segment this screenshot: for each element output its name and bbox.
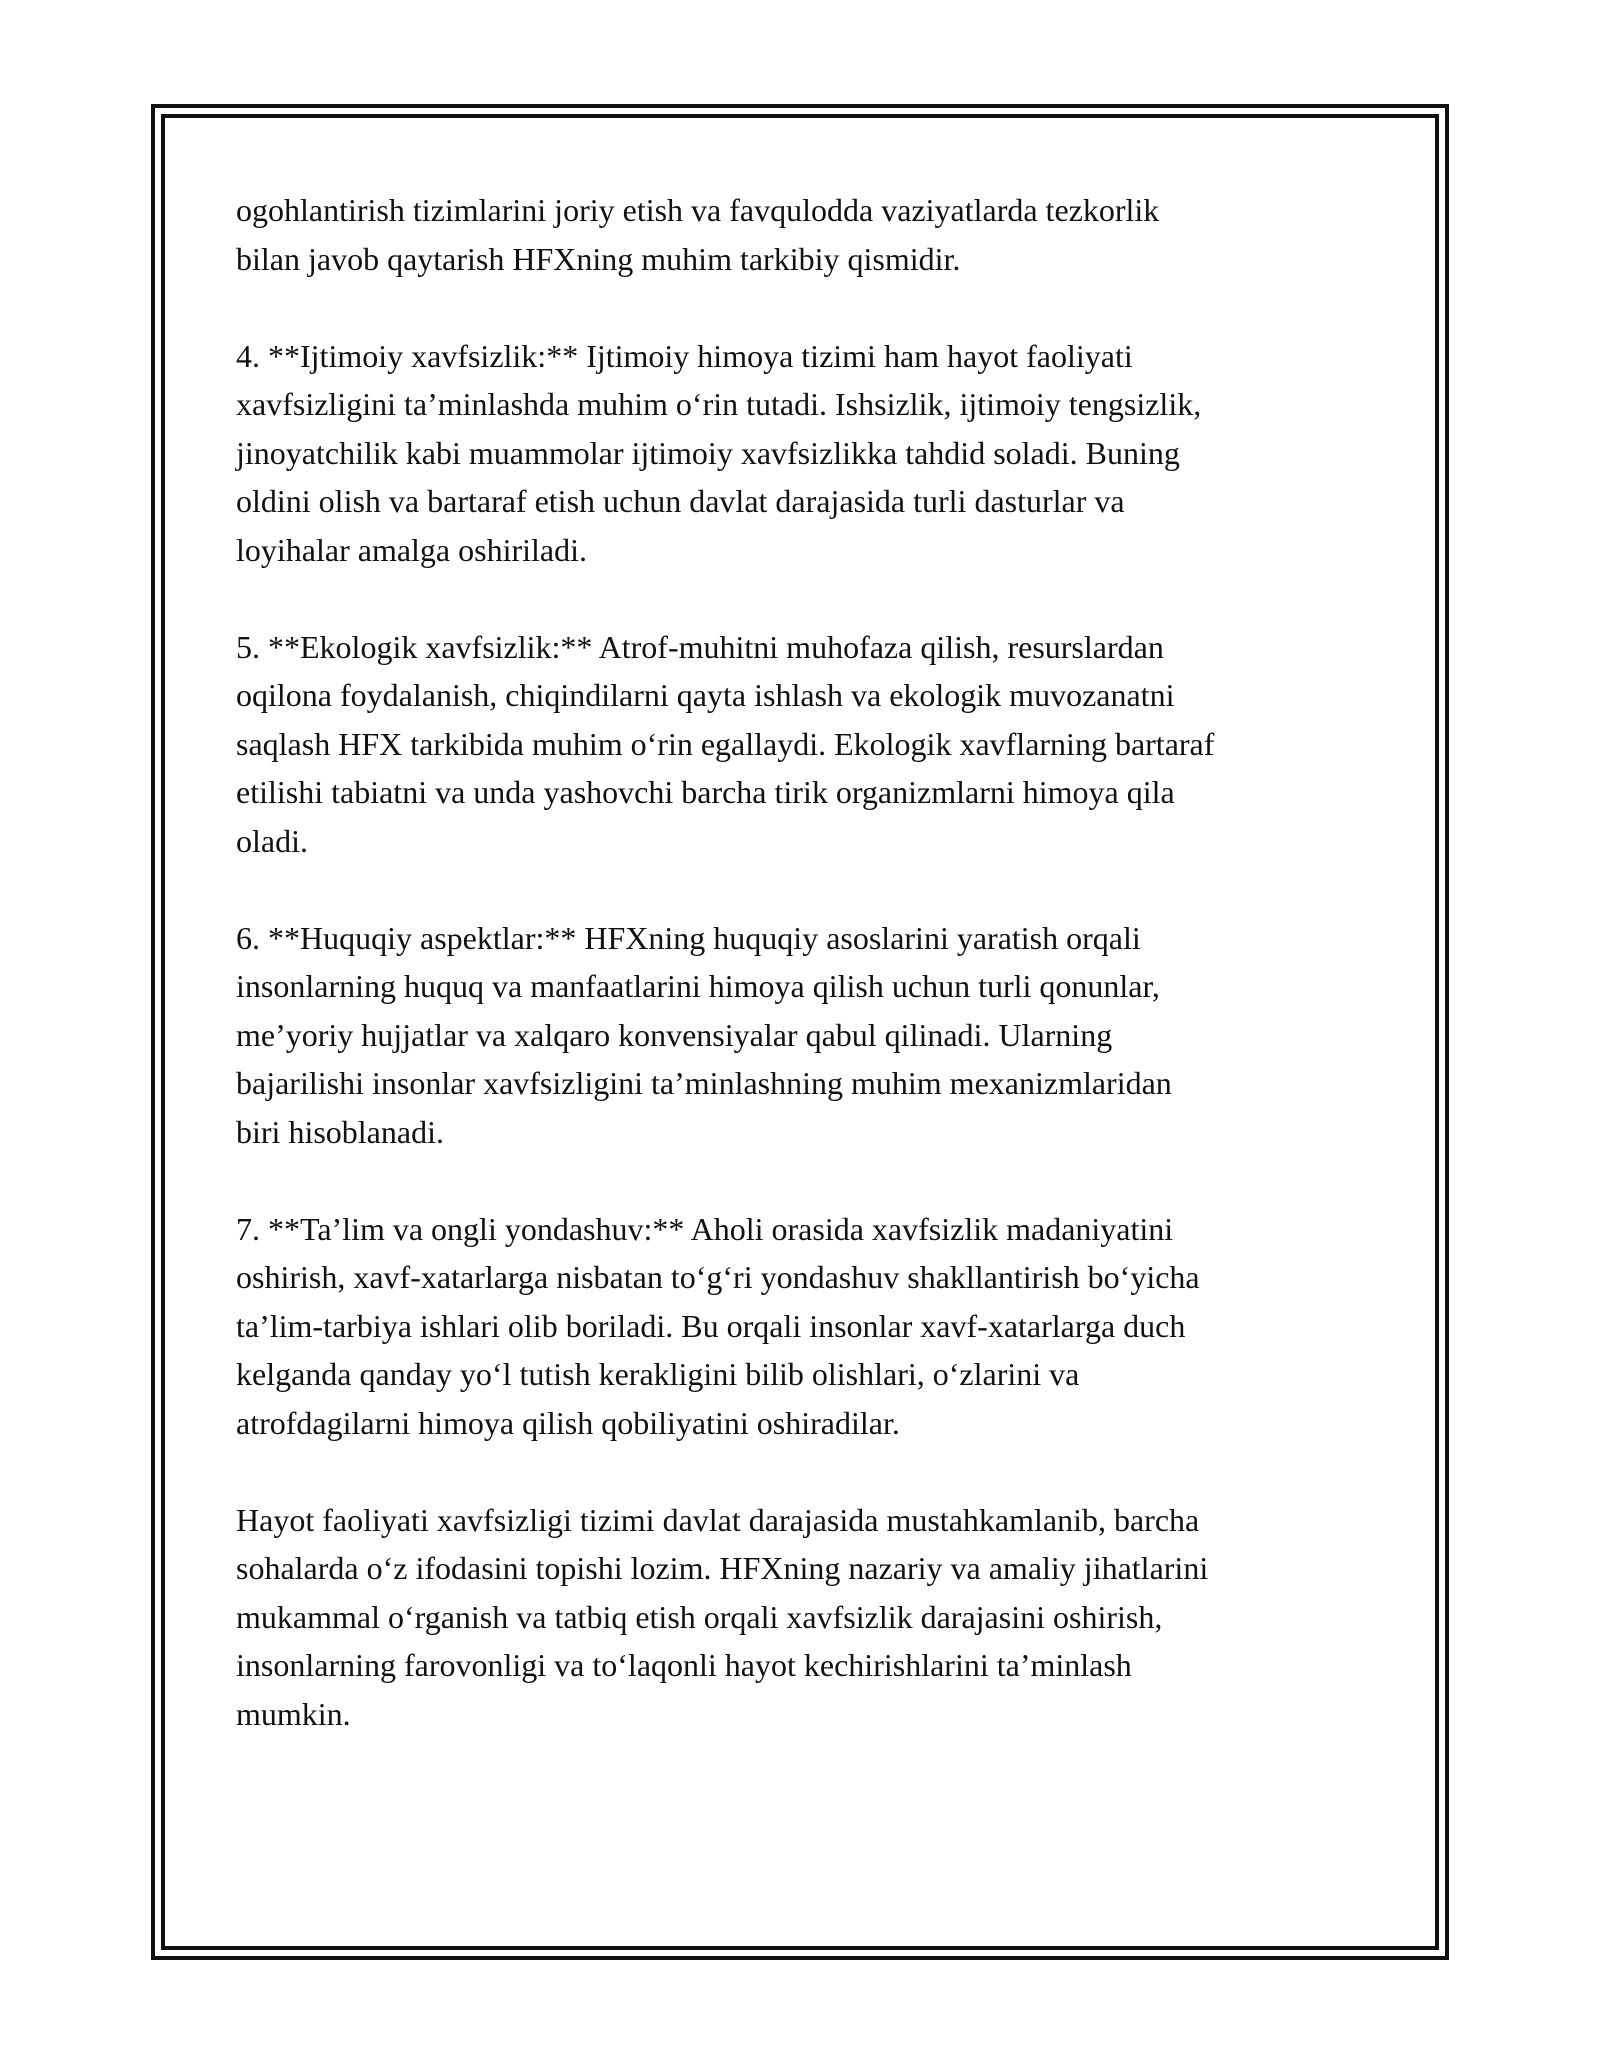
paragraph-conclusion: Hayot faoliyati xavfsizligi tizimi davlat darajasida mustahkamlanib, barcha sohalarda o‘z ifodasini topishi lozim. HFXning nazariy va amaliy jihatlarini mukammal o‘rganish va tatbiq etish orqali xavfsizlik darajasini oshirish, insonlarning farovonligi va to‘laqonli hayot kechirishlarini ta’minlash mumkin. [236, 1501, 1209, 1732]
paragraph-education-awareness: 7. **Ta’lim va ongli yondashuv:** Aholi orasida xavfsizlik madaniyatini oshirish, xavf-xatarlarga nisbatan to‘g‘ri yondashuv shakllantirish bo‘yicha ta’lim-tarbiya ishlari olib boriladi. Bu orqali insonlar xavf-xatarlarga duch kelganda qanday yo‘l tutish kerakligini bilib olishlari, o‘zlarini va atrofdagilarni himoya qilish qobiliyatini oshiradilar. [236, 1210, 1200, 1441]
paragraph-ecological-security: 5. **Ekologik xavfsizlik:** Atrof-muhitni muhofaza qilish, resurslardan oqilona foydalanish, chiqindilarni qayta ishlash va ekologik muvozanatni saqlash HFX tarkibida muhim o‘rin egallaydi. Ekologik xavflarning bartaraf etilishi tabiatni va unda yashovchi barcha tirik organizmlarni himoya qila oladi. [236, 628, 1215, 859]
paragraph-legal-aspects: 6. **Huquqiy aspektlar:** HFXning huquqiy asoslarini yaratish orqali insonlarning huquq va manfaatlarini himoya qilish uchun turli qonunlar, me’yoriy hujjatlar va xalqaro konvensiyalar qabul qilinadi. Ularning bajarilishi insonlar xavfsizligini ta’minlashning muhim mexanizmlaridan biri hisoblanadi. [236, 919, 1172, 1150]
paragraph-intro-continuation: ogohlantirish tizimlarini joriy etish va favqulodda vaziyatlarda tezkorlik bilan javob qaytarish HFXning muhim tarkibiy qismidir. [236, 192, 1160, 277]
document-body [236, 186, 1366, 1787]
paragraph-social-security: 4. **Ijtimoiy xavfsizlik:** Ijtimoiy himoya tizimi ham hayot faoliyati xavfsizligini ta’minlashda muhim o‘rin tutadi. Ishsizlik, ijtimoiy tengsizlik, jinoyatchilik kabi muammolar ijtimoiy xavfsizlikka tahdid soladi. Buning oldini olish va bartaraf etish uchun davlat darajasida turli dasturlar va loyihalar amalga oshiriladi. [236, 337, 1202, 568]
